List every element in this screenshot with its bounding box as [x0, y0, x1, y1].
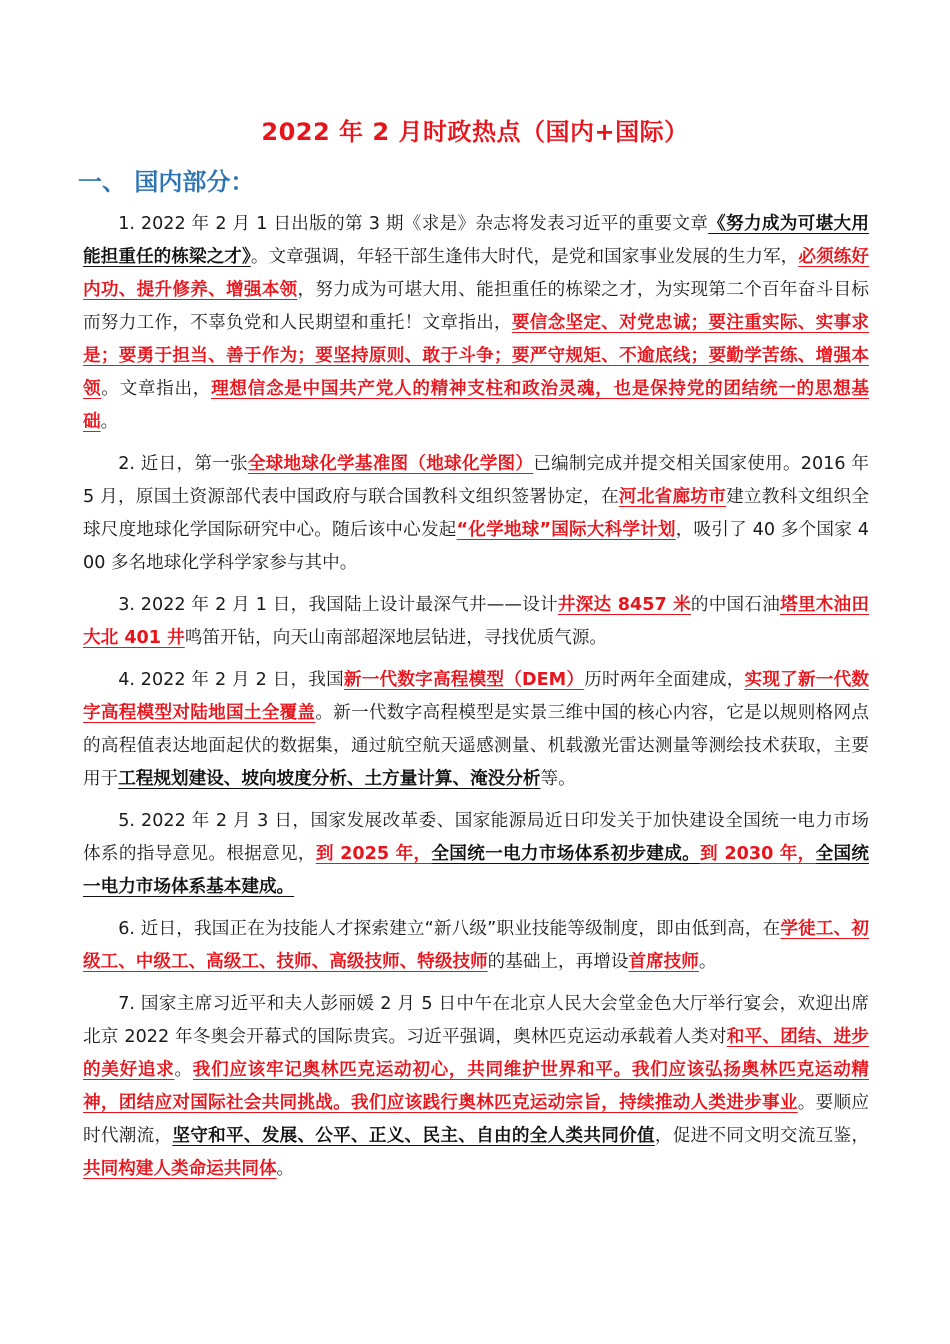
text-segment: 3. 2022 年 2 月 1 日，我国陆上设计最深气井——设计: [118, 595, 558, 615]
highlighted-text: 首席技师: [628, 952, 699, 972]
highlighted-text: 到 2030 年，: [700, 844, 816, 864]
text-segment: 。: [100, 412, 119, 432]
text-segment: 4. 2022 年 2 月 2 日，我国: [118, 670, 344, 690]
highlighted-text: 我们应该牢记奥林匹克运动初心，共同维护世界和平。我们应该弘扬奥林匹克运动精神，团结应对国际社会共同挑战。我们应该践行奥林匹克运动宗旨，持续推动人类进步事业: [83, 1060, 869, 1113]
highlighted-text: 新一代数字高程模型（DEM）: [343, 670, 585, 690]
text-segment: ，促进不同文明交流互鉴，: [654, 1126, 869, 1146]
text-segment: 1. 2022 年 2 月 1 日出版的第 3 期《求是》杂志将发表习近平的重要文章: [118, 214, 709, 234]
text-segment: 。文章强调，年轻干部生逢伟大时代，是党和国家事业发展的生力军，: [250, 247, 799, 267]
text-segment: 。新一代数字高程模型是实景三维中国的核心内容，它是以规则格网点的高程值表达地面起伏的数据集，通过航空航天遥感测量、机载激光雷达测量等测绘技术获取，主要用于: [83, 703, 869, 789]
text-segment: 。: [698, 952, 717, 972]
text-segment: 的基础上，再增设: [487, 952, 629, 972]
highlighted-text: “化学地球”国际大科学计划: [456, 520, 676, 540]
highlighted-text: 全球地球化学基准图（地球化学图）: [247, 454, 534, 474]
text-segment: 5. 2022 年 2 月 3 日，国家发展改革委、国家能源局近日印发关于加快建设全国统一电力市场体系的指导意见。根据意见，: [83, 811, 869, 864]
highlighted-text: 全国统一电力市场体系基本建成。: [83, 844, 870, 897]
document-title: 2022 年 2 月时政热点（国内+国际）: [261, 118, 689, 146]
highlighted-text: 工程规划建设、坡向坡度分析、土方量计算、淹没分析: [118, 769, 541, 789]
highlighted-text: 塔里木油田大北 401 井: [83, 595, 869, 648]
news-item-2: [83, 448, 869, 580]
text-segment: 的中国石油: [690, 595, 781, 615]
news-item-7: [83, 988, 869, 1186]
text-segment: 。要顺应时代潮流，: [83, 1093, 869, 1146]
highlighted-text: 河北省廊坊市: [618, 487, 727, 507]
highlighted-text: 和平、团结、进步的美好追求: [83, 1027, 869, 1080]
text-segment: ，吸引了 40 多个国家 400 多名地球化学科学家参与其中。: [83, 520, 869, 573]
highlighted-text: 《努力成为可堪大用能担重任的栋梁之才》: [83, 214, 869, 267]
highlighted-text: 学徒工、初级工、中级工、高级工、技师、高级技师、特级技师: [83, 919, 869, 972]
highlighted-text: 到 2025 年，: [315, 844, 432, 864]
text-segment: 。: [276, 1159, 295, 1179]
text-segment: 7. 国家主席习近平和夫人彭丽媛 2 月 5 日中午在北京人民大会堂金色大厅举行宴会，欢迎出席北京 2022 年冬奥会开幕式的国际贵宾。习近平强调，奥林匹克运动承载着人类对: [83, 994, 869, 1047]
highlighted-text: 要信念坚定、对党忠诚；要注重实际、实事求是；要勇于担当、善于作为；要坚持原则、敢于斗争；要严守规矩、不逾底线；要勤学苦练、增强本领: [83, 313, 869, 399]
section-heading: 一、 国内部分：: [78, 168, 255, 196]
highlighted-text: 坚守和平、发展、公平、正义、民主、自由的全人类共同价值: [172, 1126, 655, 1146]
highlighted-text: 理想信念是中国共产党人的精神支柱和政治灵魂，也是保持党的团结统一的思想基础: [83, 379, 869, 432]
highlighted-text: 实现了新一代数字高程模型对陆地国土全覆盖: [83, 670, 869, 723]
news-item-1: [83, 208, 869, 439]
text-segment: ，努力成为可堪大用、能担重任的栋梁之才，为实现第二个百年奋斗目标而努力工作，不辜负党和人民期望和重托！文章指出，: [83, 280, 869, 333]
highlighted-text: 井深达 8457 米: [557, 595, 691, 615]
text-segment: 已编制完成并提交相关国家使用。2016 年 5 月，原国土资源部代表中国政府与联合国教科文组织签署协定，在: [83, 454, 869, 507]
highlighted-text: 共同构建人类命运共同体: [83, 1159, 277, 1179]
text-segment: 等。: [540, 769, 576, 789]
highlighted-text: 必须练好内功、提升修养、增强本领: [83, 247, 869, 300]
news-item-5: [83, 805, 869, 904]
document-body: [83, 208, 869, 1195]
news-item-3: [83, 589, 869, 655]
text-segment: 。: [174, 1060, 193, 1080]
text-segment: 6. 近日，我国正在为技能人才探索建立“新八级”职业技能等级制度，即由低到高，在: [118, 919, 781, 939]
text-segment: 历时两年全面建成，: [584, 670, 745, 690]
text-segment: 建立教科文组织全球尺度地球化学国际研究中心。随后该中心发起: [83, 487, 869, 540]
text-segment: 2. 近日，第一张: [118, 454, 248, 474]
news-item-6: [83, 913, 869, 979]
text-segment: 。文章指出，: [101, 379, 212, 399]
text-segment: 鸣笛开钻，向天山南部超深地层钻进，寻找优质气源。: [184, 628, 608, 648]
news-item-4: [83, 664, 869, 796]
highlighted-text: 全国统一电力市场体系初步建成。: [431, 844, 701, 864]
